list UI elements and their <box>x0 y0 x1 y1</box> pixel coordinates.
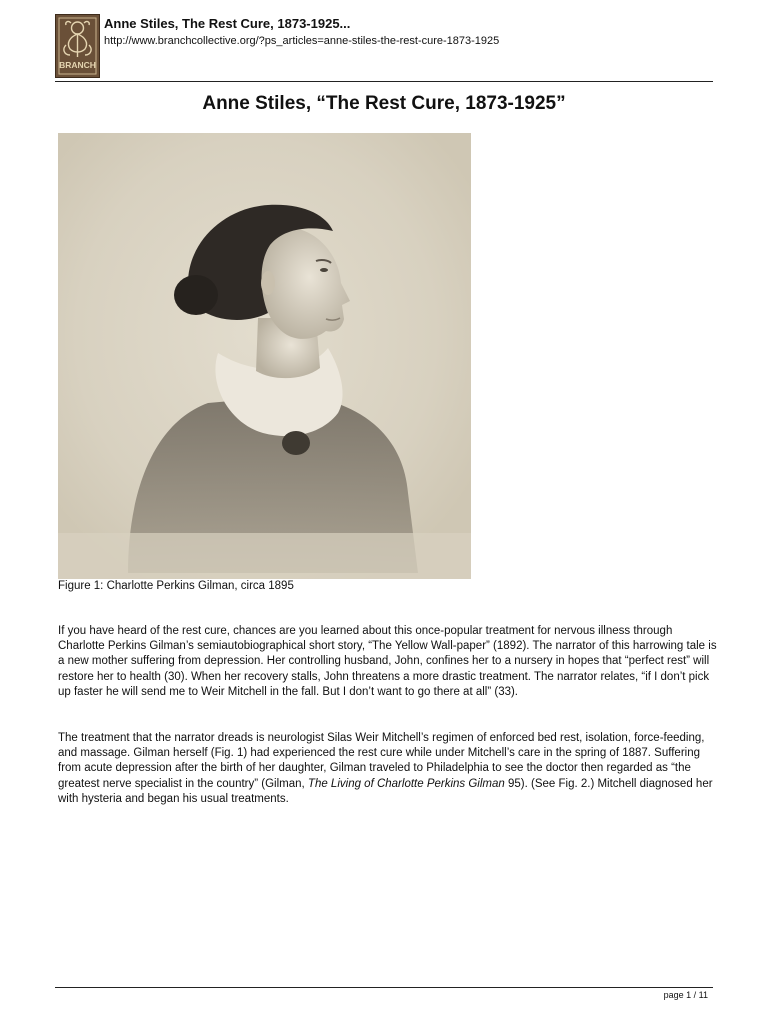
header-url[interactable]: http://www.branchcollective.org/?ps_articles=anne-stiles-the-rest-cure-1873-1925 <box>104 35 500 47</box>
figure-caption: Figure 1: Charlotte Perkins Gilman, circa 1895 <box>58 580 294 592</box>
portrait-photo <box>58 133 471 579</box>
book-title-citation: The Living of Charlotte Perkins Gilman <box>307 777 505 790</box>
header-title: Anne Stiles, The Rest Cure, 1873-1925... <box>104 16 351 31</box>
page-number: page 1 / 11 <box>663 990 708 1000</box>
header-divider <box>55 81 713 82</box>
paragraph-treatment <box>58 731 718 807</box>
branch-logo <box>55 14 100 78</box>
page-title: Anne Stiles, “The Rest Cure, 1873-1925” <box>202 93 566 114</box>
logo-text: BRANCH <box>59 60 96 70</box>
footer-divider <box>55 987 713 988</box>
paragraph-treatment-text: The treatment that the narrator dreads is neurologist Silas Weir Mitchell’s regimen of enforced bed rest, isolation, force-feeding, and massage. Gilman herself (Fig. 1) had experienced the rest cure while under Mitchell’s care in the spring of 1887. Suffering from acute depression after the birth of her daughter, Gilman traveled to Philadelphia to see the doctor then regarded as “the greatest nerve specialist in the country” (Gilman, <box>58 732 705 790</box>
paragraph-intro: If you have heard of the rest cure, chances are you learned about this once-popular treatment for nervous illness through Charlotte Perkins Gilman’s semiautobiographical short story, “The Yellow Wall-paper” (1892). The narrator of this harrowing tale is a new mother suffering from depression. Her controlling husband, John, confines her to a nursery in hopes that “perfect rest” will restore her to health (30). When her recovery stalls, John threatens a more drastic treatment. The narrator relates, “if I don’t pick up faster he will send me to Weir Mitchell in the fall. But I don’t want to go there at all” (33). <box>58 625 717 698</box>
paragraph-treatment-text-end: 95). (See Fig. 2.) Mitchell diagnosed her with hysteria and began his usual treatments. <box>58 777 713 805</box>
